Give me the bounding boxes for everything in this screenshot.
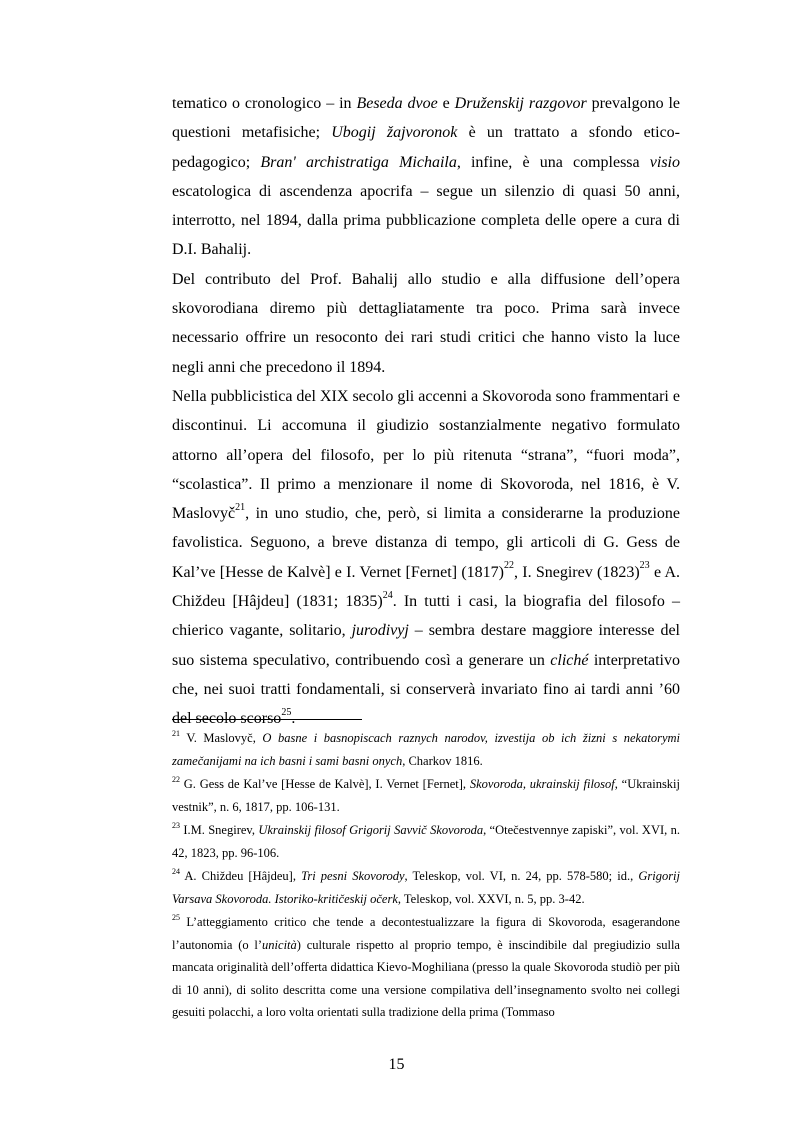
paragraph-2: Del contributo del Prof. Bahalij allo studio e alla diffusione dell’opera skovorodiana diremo più dettagliatamente tra poco. Prima sarà invece necessario offrire un resoconto dei rari studi critici che hanno visto la luce negli anni che precedono il 1894.: [172, 270, 680, 376]
term-cliche: cliché: [550, 651, 589, 669]
footnote-ref-21[interactable]: 21: [235, 501, 246, 513]
footnote-ref-23[interactable]: 23: [639, 560, 650, 572]
footnote-23: $^{23}$ I.M. Snegirev, Ukrainskij filosof Grigorij Savvič Skovoroda, “Otečestvennye zapiski”, vol. XVI, n. 42, 1823, pp. 96-106.: [172, 820, 680, 860]
footnote-21: $^{21}$ V. Maslovyč, O basne i basnopiscach raznych narodov, izvestija ob ich žizni s nekatorymi zamečanijami na ich basni i sami basni onych, Charkov 1816.: [172, 728, 680, 768]
title-bran-archistratiga: Bran' archistratiga Michaila: [260, 153, 457, 171]
page-number: 15: [388, 1056, 405, 1073]
footnotes: [172, 727, 680, 1025]
footnote-25: $^{25}$ L’atteggiamento critico che tende a decontestualizzare la figura di Skovoroda, esagerandone l’autonomia (o l’unicità) culturale rispetto al proprio tempo, è inscindibile dal pregiudizio sulla mancata originalità dell’offerta didattica Kievo-Moghiliana (presso la quale Skovoroda studiò per più di 10 anni), di solito descritta come una versione compilativa dell’insegnamento svolto nei collegi gesuiti polacchi, a loro volta orientati sulla tradizione della prima (Tommaso: [172, 912, 680, 1019]
footnote-ref-22[interactable]: 22: [503, 560, 514, 572]
footnote-ref-24[interactable]: 24: [382, 589, 393, 601]
footnote-ref-25[interactable]: 25: [281, 706, 292, 718]
paragraph-1: tematico o cronologico – in Beseda dvoe e Druženskij razgovor prevalgono le questioni metafisiche; Ubogij žajvoronok è un trattato a sfondo etico-pedagogico; Bran' archistratiga Michaila, infine, è una complessa visio escatologica di ascendenza apocrifa – segue un silenzio di quasi 50 anni, interrotto, nel 1894, dalla prima pubblicazione completa delle opere a cura di D.I. Bahalij.: [172, 95, 681, 259]
title-druzeskij-razgovor: Druženskij razgovor: [454, 95, 587, 112]
term-jurodivyj: jurodivyj: [351, 622, 409, 640]
title-ubogij-zajvoronok: Ubogij žajvoronok: [331, 124, 458, 142]
title-beseda-dvoe: Beseda dvoe: [356, 95, 438, 112]
footnote-24: $^{24}$ A. Chiždeu [Hâjdeu], Tri pesni Skovorody, Teleskop, vol. VI, n. 24, pp. 578-580; id., Grigorij Varsava Skovoroda. Istoriko-kritičeskij očerk, Teleskop, vol. XXVI, n. 5, pp. 3-42.: [172, 866, 681, 906]
footnote-22: $^{22}$ G. Gess de Kal’ve [Hesse de Kalvè], I. Vernet [Fernet], Skovoroda, ukrainskij filosof, “Ukrainskij vestnik”, n. 6, 1817, pp. 106-131.: [172, 774, 681, 814]
paragraph-3: Nella pubblicistica del XIX secolo gli accenni a Skovoroda sono frammentari e discontinui. Li accomuna il giudizio sostanzialmente negativo formulato attorno all’opera del filosofo, per lo più ritenuta “strana”, “fuori moda”, “scolastica”. Il primo a menzionare il nome di Skovoroda, nel 1816, è V. Maslovyč$^{21}$, in uno studio, che, però, si limita a considerarne la produzione favolistica. Seguono, a breve distanza di tempo, gli articoli di G. Gess de Kal’ve [Hesse de Kalvè] e I. Vernet [Fernet] $(1817)^{22}$, I. Snegirev $(1823)^{23}$ e A. Chiždeu [Hâjdeu] (1831; 1835)$^{24}$. In tutti i casi, la biografia del filosofo – chierico vagante, solitario, jurodivyj – sembra destare maggiore interesse del suo sistema speculativo, contribuendo così a generare un cliché interpretativo che, nei suoi tratti fondamentali, si conserverà invariato fino ai tardi anni ’60 del secolo scorso$^{25}$.: [172, 387, 681, 728]
body-text: [172, 89, 680, 734]
term-visio: visio: [649, 153, 680, 171]
footnote-divider: [172, 719, 362, 720]
